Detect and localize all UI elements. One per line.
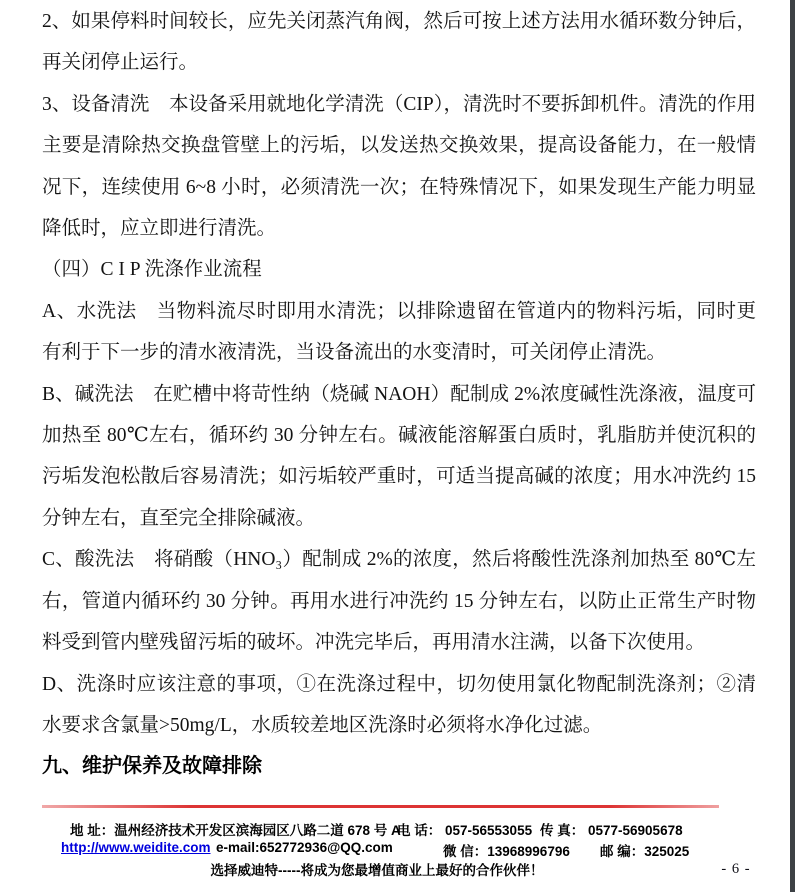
footer-wechat: 微 信：13968996796 xyxy=(443,844,570,859)
footer-address: 地 址：温州经济技术开发区滨海园区八路二道 678 号 A xyxy=(70,823,401,838)
paragraph-p2: 3、设备清洗 本设备采用就地化学清洗（CIP），清洗时不要拆卸机件。清洗的作用主要是清除热交换盘管壁上的污垢，以发送热交换效果，提高设备能力，在一般情况下，连续使用 6~8 小时，必须清洗一次；在特殊情况下，如果发现生产能力明显降低时，应立即进行清洗。 xyxy=(42,93,756,240)
footer-postal-code: 邮 编：325025 xyxy=(600,844,690,859)
paragraph-p5: B、碱洗法 在贮槽中将苛性纳（烧碱 NAOH）配制成 2%浓度碱性洗涤液，温度可加热至 80℃左右，循环约 30 分钟左右。碱液能溶解蛋白质时，乳脂肪并使沉积的污垢发泡松散后容易清洗；如污垢较严重时，可适当提高碱的浓度；用水冲洗约 15 分钟左右，直至完全排除碱液。 xyxy=(42,383,756,529)
paragraph-p4: A、水洗法 当物料流尽时即用水清洗；以排除遗留在管道内的物料污垢，同时更有利于下一步的清水液清洗，当设备流出的水变清时，可关闭停止清洗。 xyxy=(42,300,756,364)
footer-row-1 xyxy=(0,819,795,838)
footer-phone: 电 话： 057-56553055 xyxy=(397,823,533,838)
paragraph-p6: C、酸洗法 将硝酸（HNO₃）配制成 2%的浓度，然后将酸性洗涤剂加热至 80℃左右，管道内循环约 30 分钟。再用水进行冲洗约 15 分钟左右，以防止正常生产时物料受到管内壁残留污垢的破坏。冲洗完毕后，再用清水注满，以备下次使用。 xyxy=(42,549,756,654)
footer-row-2 xyxy=(0,840,795,859)
document-body xyxy=(42,1,756,788)
paragraph-p7: D、洗涤时应该注意的事项，①在洗涤过程中，切勿使用氯化物配制洗涤剂；②清水要求含氯量>50mg/L，水质较差地区洗涤时必须将水净化过滤。 xyxy=(42,673,756,736)
paragraph-p8: 九、维护保养及故障排除 xyxy=(42,755,262,778)
paragraph-p1: 2、如果停料时间较长，应先关闭蒸汽角阀，然后可按上述方法用水循环数分钟后，再关闭停止运行。 xyxy=(42,11,756,74)
footer-divider-line xyxy=(42,805,719,808)
footer-website-link[interactable]: http://www.weidite.com xyxy=(61,840,211,855)
footer-email: e-mail:652772936@QQ.com xyxy=(216,840,393,855)
window-edge xyxy=(790,0,795,892)
paragraph-p3: （四）C I P 洗涤作业流程 xyxy=(42,259,262,281)
footer-slogan: 选择威迪特-----将成为您最增值商业上最好的合作伙伴！ xyxy=(210,863,544,878)
page-number: - 6 - xyxy=(721,861,751,877)
footer-fax: 传 真： 0577-56905678 xyxy=(540,823,683,838)
